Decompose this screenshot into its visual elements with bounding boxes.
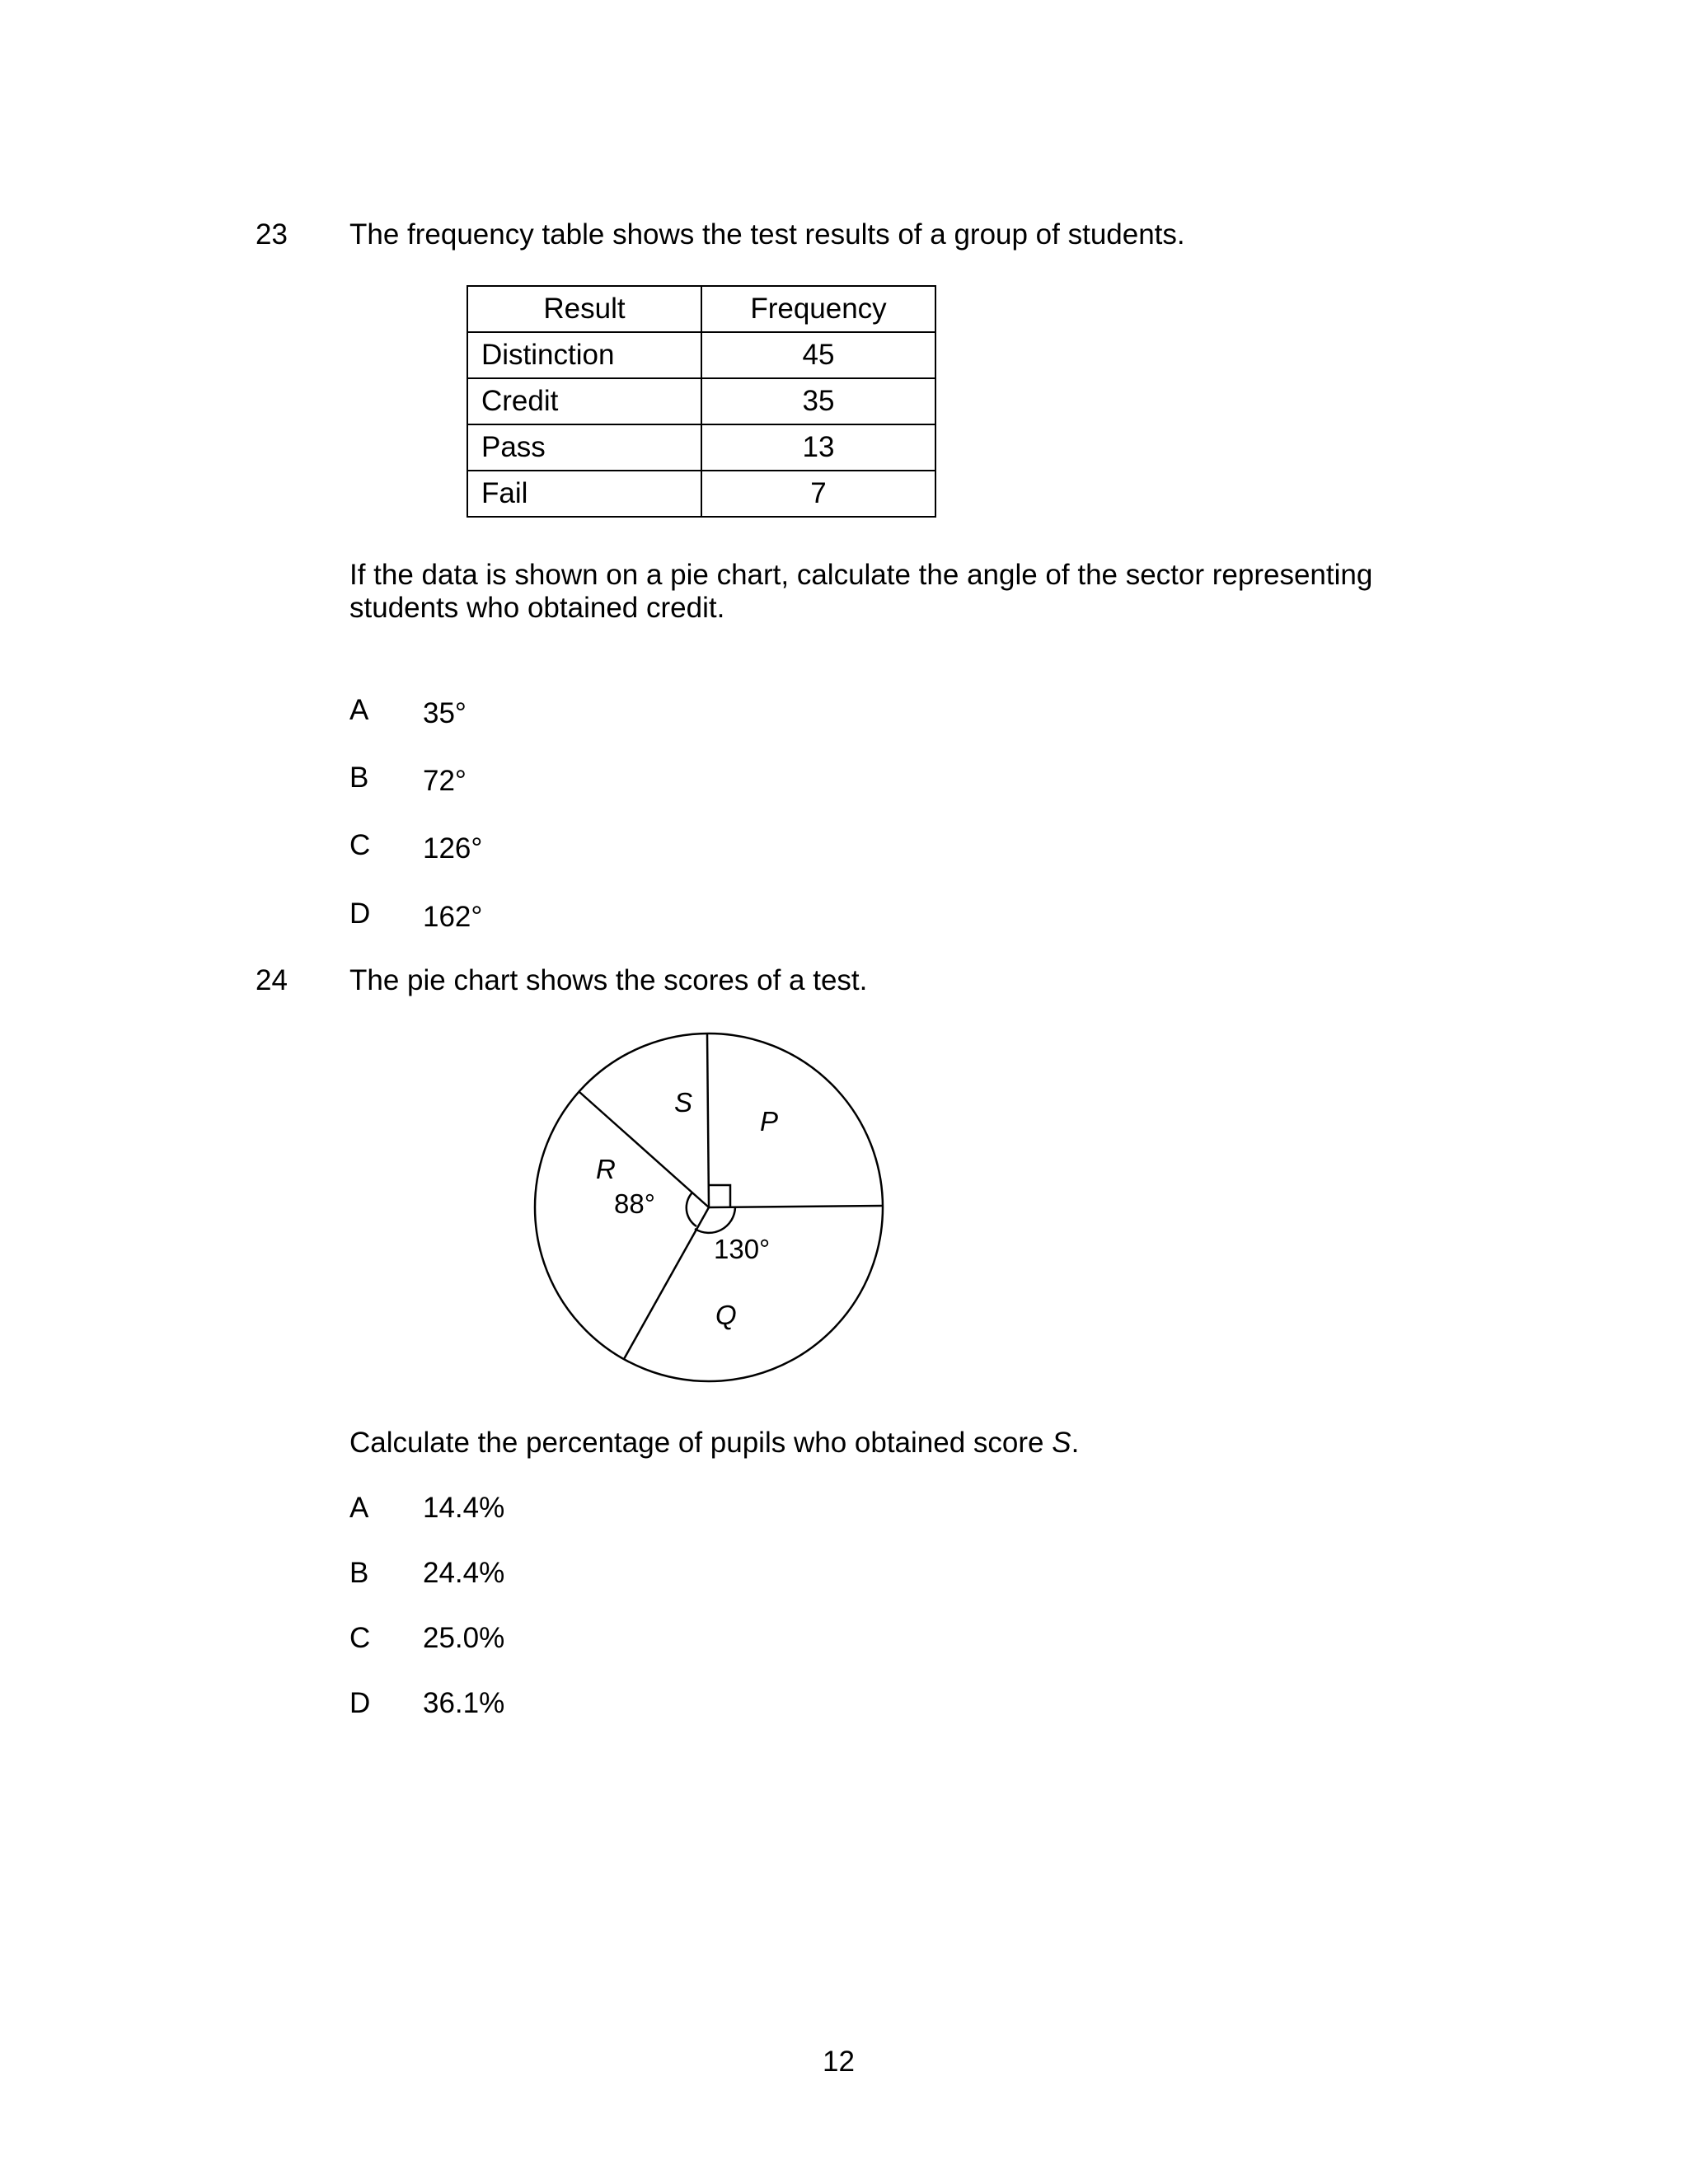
table-row [467,424,935,471]
q24-option-c-value: 25.0% [423,1622,505,1654]
table-cell-frequency: 13 [701,424,935,471]
q23-option-c-value: 126° [423,832,483,865]
table-cell-result: Fail [467,471,701,517]
q23-option-c-letter: C [349,829,371,861]
right-angle-marker [709,1185,730,1207]
angle-label-r: 88° [614,1188,655,1219]
q23-option-d-value: 162° [423,901,483,933]
table-header-result: Result [467,286,701,332]
question-24-prompt-end: . [1071,1427,1080,1459]
question-23-prompt-line-2: students who obtained credit. [349,592,725,624]
sector-label-r: R [596,1154,616,1184]
q24-option-b-letter: B [349,1557,369,1589]
q24-option-a-letter: A [349,1492,369,1524]
q24-option-d-value: 36.1% [423,1687,505,1719]
table-row [467,332,935,378]
pie-divider-s-p [707,1033,709,1207]
question-24-prompt [349,1427,1079,1460]
table-header-row [467,286,935,332]
table-header-frequency: Frequency [701,286,935,332]
angle-label-q: 130° [714,1234,771,1264]
table-cell-frequency: 45 [701,332,935,378]
question-24-number: 24 [256,964,288,996]
sector-label-q: Q [715,1300,737,1330]
sector-label-s: S [674,1087,693,1118]
question-24-text: The pie chart shows the scores of a test. [349,964,868,996]
frequency-table [467,285,936,518]
table-cell-result: Credit [467,378,701,424]
page-number: 12 [823,2046,855,2078]
angle-arc-r [687,1193,696,1226]
question-24-prompt-variable: S [1052,1427,1071,1459]
question-23-prompt-line-1: If the data is shown on a pie chart, calculate the angle of the sector representing [349,559,1373,591]
q24-option-d-letter: D [349,1687,371,1719]
pie-chart [528,1026,890,1389]
table-row [467,378,935,424]
question-23-number: 23 [256,218,288,251]
pie-divider-p-q [709,1206,883,1207]
q23-option-b-letter: B [349,762,369,794]
question-23-text: The frequency table shows the test results of a group of students. [349,218,1185,251]
table-cell-result: Distinction [467,332,701,378]
q23-option-d-letter: D [349,898,371,930]
q23-option-a-letter: A [349,694,369,726]
table-cell-result: Pass [467,424,701,471]
table-row [467,471,935,517]
table-cell-frequency: 7 [701,471,935,517]
q24-option-b-value: 24.4% [423,1557,505,1589]
question-24-prompt-text: Calculate the percentage of pupils who obtained score [349,1427,1053,1459]
q23-option-b-value: 72° [423,765,467,797]
table-cell-frequency: 35 [701,378,935,424]
q24-option-c-letter: C [349,1622,371,1654]
q23-option-a-value: 35° [423,697,467,729]
q24-option-a-value: 14.4% [423,1492,505,1524]
sector-label-p: P [760,1106,779,1137]
